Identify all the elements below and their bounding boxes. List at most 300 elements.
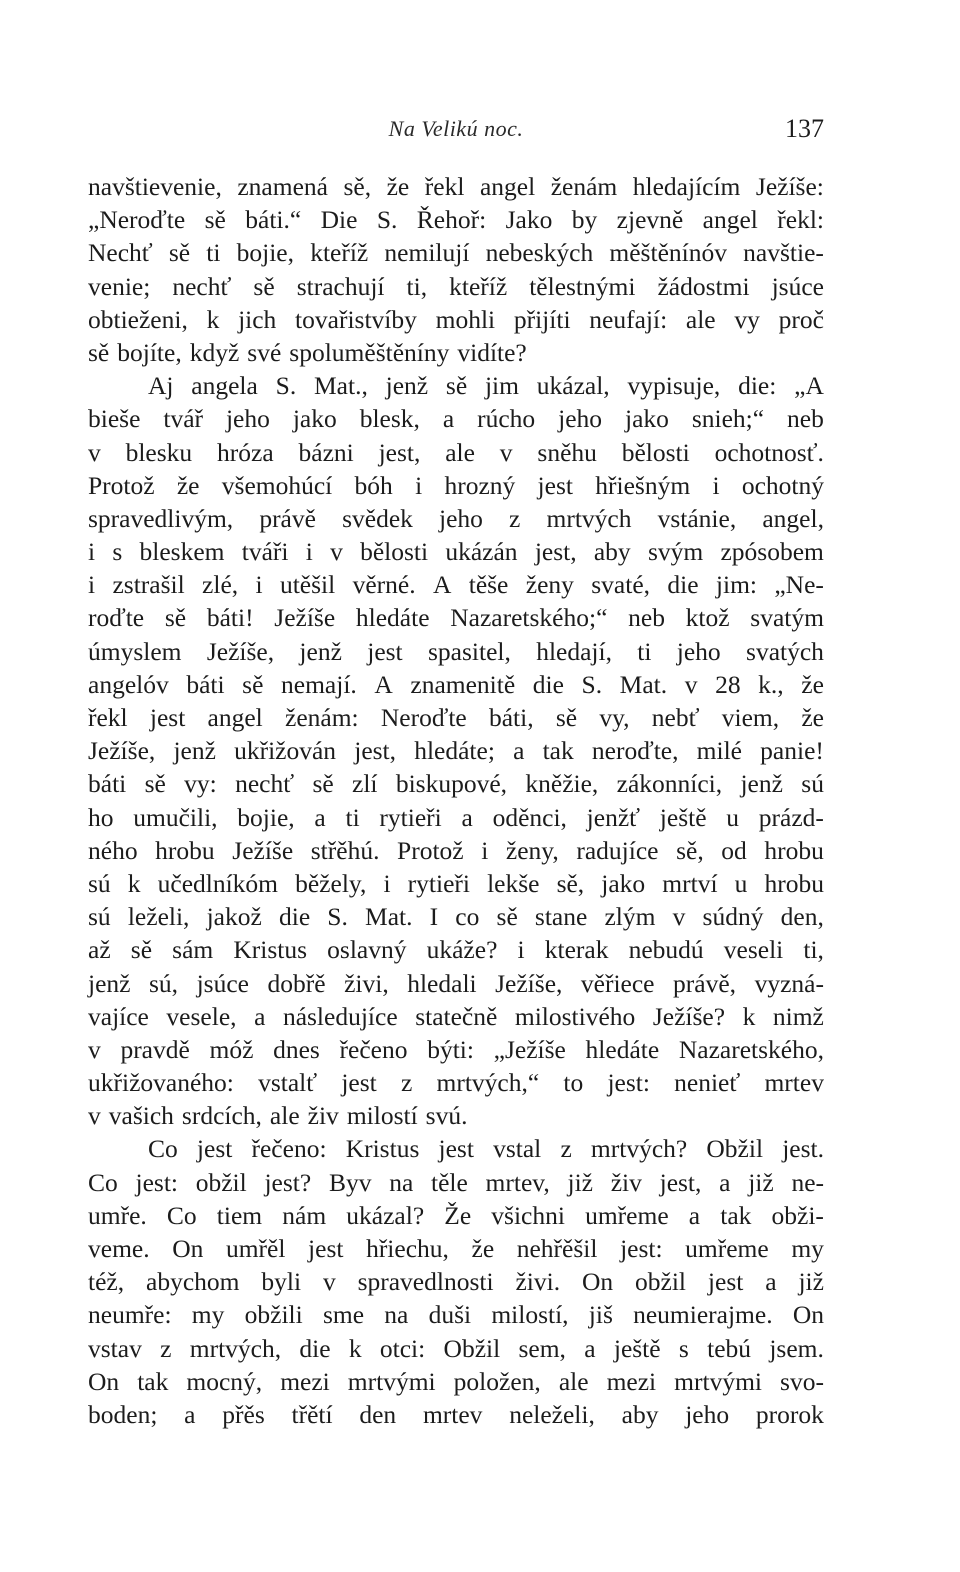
text-line: [88, 1265, 824, 1298]
text-line: [88, 635, 824, 668]
word: statečně: [415, 1001, 498, 1031]
word: sněhu: [537, 437, 597, 467]
word: jest: [707, 1267, 744, 1297]
word: učedlníkóm: [157, 868, 279, 898]
word: v: [672, 902, 686, 932]
word: vstánie,: [657, 503, 737, 533]
word: viem,: [721, 703, 780, 732]
word: živ: [307, 1101, 339, 1131]
word: mrtvými: [674, 1366, 763, 1396]
word: den,: [780, 902, 824, 932]
word: milostí: [346, 1101, 418, 1131]
word: již: [798, 1267, 824, 1297]
word: i: [383, 868, 391, 898]
word: die: [299, 1333, 331, 1363]
word: On: [88, 1366, 120, 1396]
word: angel: [207, 703, 263, 732]
word: ale: [445, 437, 475, 467]
word: sú: [88, 868, 111, 898]
word: mrtvých,“: [436, 1068, 540, 1098]
word: býti:: [427, 1034, 474, 1064]
word: roďte: [88, 603, 145, 633]
word: že: [176, 470, 200, 500]
word: od: [721, 835, 747, 865]
word: mrtev: [422, 1399, 483, 1429]
word: znamená: [237, 172, 328, 201]
word: sě: [168, 238, 191, 268]
word: báti: [186, 669, 225, 699]
word: bělosti: [360, 537, 429, 567]
word: my: [191, 1300, 225, 1330]
word: nechť: [235, 769, 295, 799]
word: obžili: [244, 1300, 303, 1330]
word: tebú: [707, 1333, 752, 1363]
text-line: [88, 469, 824, 502]
word: jich: [238, 304, 277, 334]
word: sě: [164, 603, 187, 633]
word: tiem: [216, 1200, 263, 1230]
word: zlé,: [202, 570, 239, 600]
text-line: [88, 402, 824, 435]
word: jenž: [385, 371, 429, 401]
word: snieh;“: [691, 404, 765, 434]
text-line: [88, 668, 824, 701]
word: již: [567, 1167, 593, 1197]
word: nechť: [172, 271, 232, 301]
text-line: [88, 1232, 824, 1265]
word: ukázán: [445, 537, 518, 567]
word: v: [684, 669, 698, 699]
word: Ježíše: [232, 835, 294, 865]
word: třětí: [291, 1399, 333, 1429]
word: svým: [647, 537, 704, 567]
word: mohli: [435, 304, 496, 334]
word: vašich: [108, 1101, 174, 1131]
text-line: [88, 170, 824, 203]
word: jest,: [659, 1167, 702, 1197]
word: v: [88, 1034, 101, 1064]
word: angelóv: [88, 669, 169, 699]
word: svo-: [780, 1366, 824, 1396]
word: Obžil: [443, 1333, 501, 1363]
word: přijíti: [513, 304, 571, 334]
word: jsúce: [771, 271, 824, 301]
word: nemilují: [384, 238, 470, 268]
word: jest:: [607, 1068, 650, 1098]
text-line: [88, 1332, 824, 1365]
word: jenž: [88, 968, 131, 998]
word: tak: [542, 736, 574, 766]
word: sú: [801, 769, 824, 799]
word: Kristus: [233, 935, 308, 965]
word: 28: [715, 669, 741, 699]
word: těle: [431, 1167, 468, 1197]
word: ale: [269, 1101, 300, 1131]
word: k: [348, 1333, 362, 1363]
word: zlí: [352, 769, 378, 799]
word: umře.: [88, 1200, 147, 1230]
word: stane: [534, 902, 588, 932]
word: mrtví: [662, 868, 718, 898]
word: již: [748, 1167, 774, 1197]
body-text: [88, 170, 824, 1431]
word: jest: [196, 1134, 233, 1164]
word: řekl: [88, 703, 128, 732]
word: Kristus: [345, 1134, 420, 1164]
word: jenž: [299, 636, 342, 666]
word: jiš: [588, 1300, 613, 1330]
word: v: [499, 437, 513, 467]
word: vy:: [184, 769, 217, 799]
word: všemohúcí: [221, 470, 333, 500]
word: až: [88, 935, 111, 965]
word: bleskem: [139, 537, 225, 567]
word: Řehoř:: [416, 205, 487, 235]
word: blesku: [125, 437, 193, 467]
text-line: [88, 900, 824, 933]
word: bojie,: [236, 238, 295, 268]
text-line: [88, 1365, 824, 1398]
word: Aj: [148, 371, 174, 401]
word: sám: [172, 935, 214, 965]
word: mrtvých,: [189, 1333, 282, 1363]
word: umřeme: [585, 1200, 669, 1230]
text-line: [88, 303, 824, 336]
word: neumierajme.: [633, 1300, 773, 1330]
text-line: [88, 734, 824, 767]
word: angel: [702, 205, 758, 235]
text-line: [88, 1166, 824, 1199]
word: vstalť: [258, 1068, 318, 1098]
page-header: [88, 112, 824, 152]
word: dnes: [273, 1034, 320, 1064]
word: přěs: [222, 1399, 265, 1429]
word: zlým: [604, 902, 656, 932]
word: sme: [322, 1300, 365, 1330]
word: Co: [148, 1134, 178, 1164]
word: „Ne-: [774, 570, 824, 600]
word: z: [560, 1134, 572, 1164]
word: On: [581, 1267, 614, 1297]
text-line: [88, 767, 824, 800]
word: bázni: [298, 437, 354, 467]
word: die: [278, 902, 311, 932]
word: radujíce: [576, 835, 659, 865]
text-line: [88, 568, 824, 601]
word: Ježíše: [274, 603, 336, 633]
word: rytieři: [379, 802, 442, 832]
word: aby: [621, 1399, 659, 1429]
word: nebeských: [485, 238, 594, 268]
word: hrobu: [764, 835, 824, 865]
word: živ: [610, 1167, 642, 1197]
word: „A: [794, 371, 824, 401]
word: den: [359, 1399, 397, 1429]
word: zákonníci,: [616, 769, 723, 799]
word: řekl: [424, 172, 465, 201]
word: svědek: [342, 503, 413, 533]
word: Byv: [328, 1167, 372, 1197]
word: sě: [204, 205, 226, 235]
word: mrtev: [764, 1068, 824, 1098]
word: bojie,: [237, 802, 295, 832]
word: pravdě: [120, 1034, 190, 1064]
word: S.: [581, 669, 603, 699]
word: ukřižovaného:: [88, 1068, 234, 1098]
word: ženám: [550, 172, 618, 201]
word: jako: [601, 868, 646, 898]
word: sě: [144, 769, 166, 799]
word: neleželi,: [509, 1399, 595, 1429]
word: S.: [327, 902, 348, 932]
word: mrtvými: [347, 1366, 436, 1396]
word: súdný: [702, 902, 764, 932]
word: hrobu: [155, 835, 215, 865]
word: mezi: [280, 1366, 330, 1396]
word: kterak: [544, 935, 609, 965]
word: a: [584, 1333, 596, 1363]
word: obtieženi,: [88, 304, 188, 334]
word: dobřě: [267, 968, 326, 998]
word: žádostmi: [657, 271, 750, 301]
word: i: [517, 935, 525, 965]
word: obžil: [195, 1167, 247, 1197]
word: Protož: [88, 470, 155, 500]
word: ukázal,: [536, 371, 610, 401]
word: jeho: [676, 636, 721, 666]
word: a: [513, 736, 525, 766]
word: vypisuje,: [627, 371, 721, 401]
word: k: [742, 1001, 756, 1031]
word: by: [571, 205, 598, 235]
word: rúcho: [477, 404, 536, 434]
word: hróza: [217, 437, 274, 467]
word: „Neroďte: [88, 205, 186, 235]
word: sě,: [676, 835, 704, 865]
word: ukřižován: [234, 736, 337, 766]
word: a: [314, 802, 326, 832]
word: bóh: [354, 470, 393, 500]
word: svatých: [746, 636, 824, 666]
word: angela: [191, 371, 258, 401]
word: tak: [720, 1200, 752, 1230]
word: řekl:: [777, 205, 824, 235]
word: a: [254, 1001, 266, 1031]
word: sem,: [518, 1333, 566, 1363]
word: umučili,: [133, 802, 218, 832]
word: hledáte: [355, 603, 430, 633]
word: vajíce: [88, 1001, 149, 1031]
word: hrozný: [444, 470, 516, 500]
word: hledáte;: [414, 736, 495, 766]
word: nebť: [651, 703, 700, 732]
word: jim: [484, 371, 519, 401]
word: ho: [88, 802, 114, 832]
word: umřěl: [225, 1234, 286, 1263]
text-line: [88, 701, 824, 734]
word: Ježíše,: [206, 636, 275, 666]
word: ženám:: [285, 703, 359, 732]
word: On: [792, 1300, 824, 1330]
word: abychom: [146, 1267, 240, 1297]
word: obži-: [771, 1200, 824, 1230]
word: obžil: [635, 1267, 687, 1297]
word: Nazaretského,: [678, 1034, 824, 1064]
word: sě: [445, 371, 468, 401]
word: báti,: [488, 703, 534, 732]
word: sě,: [343, 172, 372, 201]
word: jeho: [558, 404, 603, 434]
word: Ježíše:: [755, 172, 824, 201]
word: nimž: [772, 1001, 824, 1031]
word: báti.“: [245, 205, 302, 235]
text-line: [88, 369, 824, 402]
word: v: [330, 537, 343, 567]
word: právě,: [673, 968, 737, 998]
word: ktož: [685, 603, 730, 633]
word: srdcích,: [181, 1101, 262, 1131]
word: řečeno:: [251, 1134, 327, 1164]
word: kteříž: [310, 238, 369, 268]
word: a: [184, 1399, 196, 1429]
word: die: [532, 669, 564, 699]
word: jest,: [534, 537, 577, 567]
word: hledáte: [585, 1034, 660, 1064]
text-line: [88, 967, 824, 1000]
word: die:: [738, 371, 777, 401]
word: angel: [479, 172, 536, 201]
word: znamenitě: [410, 669, 516, 699]
word: panie!: [760, 736, 824, 766]
word: svú.: [425, 1101, 468, 1131]
word: jest,: [378, 437, 421, 467]
word: On: [172, 1234, 204, 1263]
word: tělestnými: [529, 271, 636, 301]
text-line: [88, 270, 824, 303]
word: těše: [468, 570, 509, 600]
word: vstav: [88, 1333, 142, 1363]
text-line: [88, 502, 824, 535]
word: S.: [275, 371, 297, 401]
word: jakož: [206, 902, 262, 932]
word: Mat.: [365, 902, 413, 932]
word: následujíce: [282, 1001, 398, 1031]
word: milostivého: [514, 1001, 636, 1031]
word: a: [461, 802, 473, 832]
word: Mat.: [619, 669, 668, 699]
word: ukázal?: [346, 1200, 425, 1230]
word: jim:: [715, 570, 757, 600]
word: jest:: [135, 1167, 178, 1197]
word: prorok: [755, 1399, 824, 1429]
word: nemají.: [281, 669, 357, 699]
text-line: [88, 1099, 824, 1132]
word: i: [88, 570, 96, 600]
text-line: [88, 1000, 824, 1033]
word: leželi,: [127, 902, 190, 932]
word: navštievenie,: [88, 172, 222, 201]
word: oděnci,: [492, 802, 567, 832]
word: ti: [345, 802, 360, 832]
word: svatým: [750, 603, 824, 633]
word: Jako: [505, 205, 553, 235]
word: u: [726, 802, 740, 832]
word: A: [374, 669, 393, 699]
word: mrtvých?: [590, 1134, 688, 1164]
text-line: [88, 834, 824, 867]
word: vstal: [493, 1134, 542, 1164]
word: Co: [88, 1167, 118, 1197]
word: ženy: [525, 570, 574, 600]
word: k: [127, 868, 141, 898]
word: ale: [685, 304, 716, 334]
word: měštěnínóv: [609, 238, 727, 268]
word: a: [719, 1167, 731, 1197]
text-line: [88, 801, 824, 834]
word: Nechť: [88, 238, 153, 268]
word: die: [667, 570, 699, 600]
word: i: [88, 537, 96, 567]
word: ženy,: [505, 835, 559, 865]
word: milé: [696, 736, 742, 766]
word: sě: [253, 271, 275, 301]
word: jest: [438, 1134, 474, 1164]
word: věřiece: [580, 968, 655, 998]
text-line: [88, 601, 824, 634]
word: sě: [496, 902, 518, 932]
word: ti,: [406, 271, 428, 301]
word: u: [734, 868, 748, 898]
word: S.: [376, 205, 398, 235]
word: Ježíše,: [88, 736, 156, 766]
word: jako: [292, 404, 337, 434]
word: Ježíše?: [652, 1001, 726, 1031]
word: bělosti: [621, 437, 690, 467]
text-line: [88, 933, 824, 966]
word: báti: [88, 769, 127, 799]
word: jeho: [225, 404, 270, 434]
word: sú: [88, 902, 111, 932]
word: věrné.: [352, 570, 416, 600]
word: i: [712, 470, 720, 500]
word: venie;: [88, 271, 151, 301]
word: jako: [625, 404, 669, 434]
word: úmyslem: [88, 636, 182, 666]
word: Protož: [397, 835, 464, 865]
word: ného: [88, 835, 138, 865]
word: nenieť: [674, 1068, 741, 1098]
word: neufají:: [589, 304, 668, 334]
text-line: [88, 1033, 824, 1066]
word: bojíte,: [117, 337, 182, 367]
word: proč: [778, 304, 824, 334]
word: na: [389, 1167, 414, 1197]
text-line: [88, 535, 824, 568]
word: aby: [593, 537, 631, 567]
word: veseli: [723, 935, 784, 965]
word: hrobu: [764, 868, 824, 898]
word: též,: [88, 1267, 125, 1297]
word: prázd-: [758, 802, 824, 832]
word: s: [112, 537, 123, 567]
word: že: [801, 703, 824, 732]
word: jest,: [354, 736, 397, 766]
word: spravedlivým,: [88, 503, 234, 533]
word: Neroďte: [380, 703, 467, 732]
word: k: [206, 304, 220, 334]
word: bieše: [88, 404, 141, 434]
word: sě,: [556, 868, 585, 898]
